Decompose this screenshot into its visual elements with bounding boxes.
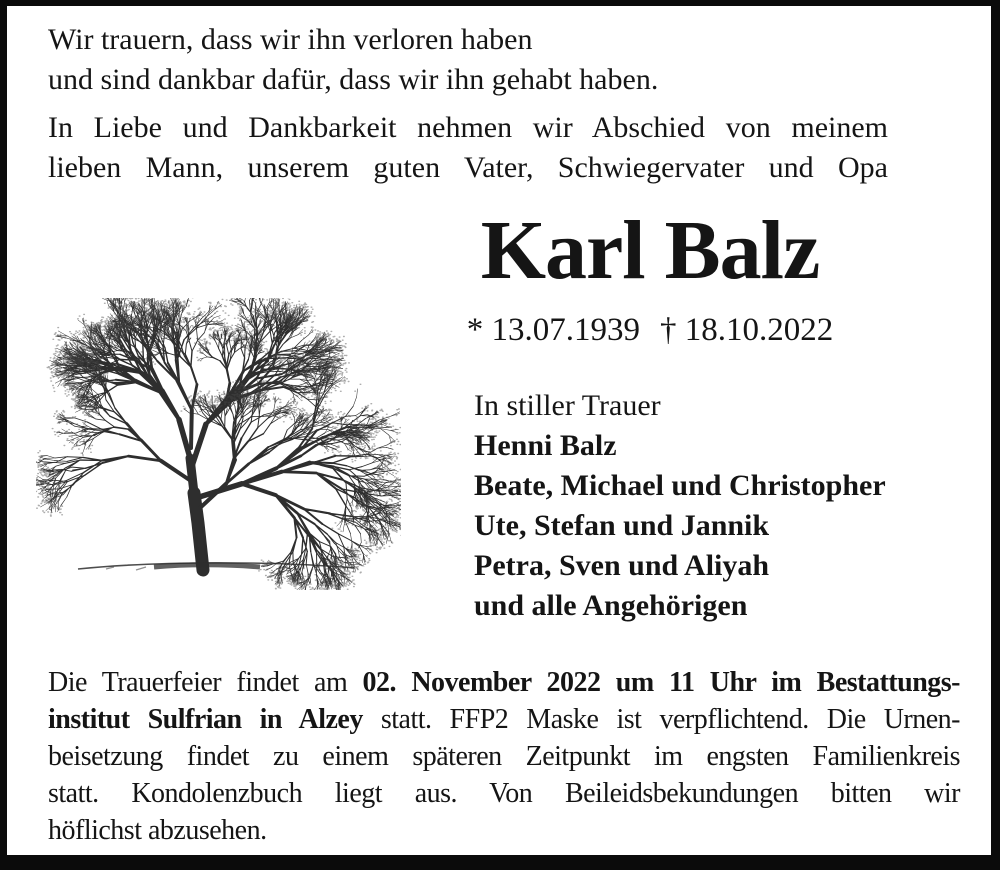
mourners-block [474,386,886,626]
funeral-line-4: statt. Kondolenzbuch liegt aus. Von Beileidsbekundungen bitten wir [48,778,960,809]
mourner-name: Petra, Sven und Aliyah [474,549,770,582]
birth-date: * 13.07.1939 [466,312,640,348]
farewell-paragraph [48,108,888,188]
funeral-details [48,664,960,849]
opening-line-1: Wir trauern, dass wir ihn verloren haben [48,23,533,56]
bare-tree-sketch-icon [36,298,401,590]
funeral-line-1 [48,664,960,701]
mourner-name: Henni Balz [474,429,617,462]
life-dates [440,311,860,351]
funeral-date-venue: 02. November 2022 um 11 Uhr im Bestattungs- [362,667,960,698]
farewell-line-1: In Liebe und Dankbarkeit nehmen wir Abschied von meinem [48,111,888,144]
deceased-name: Karl Balz [480,204,820,297]
mourning-label: In stiller Trauer [474,389,661,422]
mourner-name: Ute, Stefan und Jannik [474,509,770,542]
opening-line-2: und sind dankbar dafür, dass wir ihn gehabt haben. [48,63,659,96]
mourner-name: und alle Angehörigen [474,589,748,622]
funeral-date-venue: institut Sulfrian in Alzey [48,704,363,735]
funeral-line-3: beisetzung findet zu einem späteren Zeitpunkt im engsten Familienkreis [48,741,960,772]
funeral-line-5: höflichst abzusehen. [48,815,267,846]
opening-verse [48,20,908,100]
mourner-name: Beate, Michael und Christopher [474,469,886,502]
funeral-line-2 [48,701,960,738]
death-date: † 18.10.2022 [660,312,834,348]
funeral-text: Die Trauerfeier findet am [48,667,363,698]
funeral-text: statt. FFP2 Maske ist verpflichtend. Die Urnen- [362,704,960,735]
farewell-line-2: lieben Mann, unserem guten Vater, Schwiegervater und Opa [48,151,888,184]
